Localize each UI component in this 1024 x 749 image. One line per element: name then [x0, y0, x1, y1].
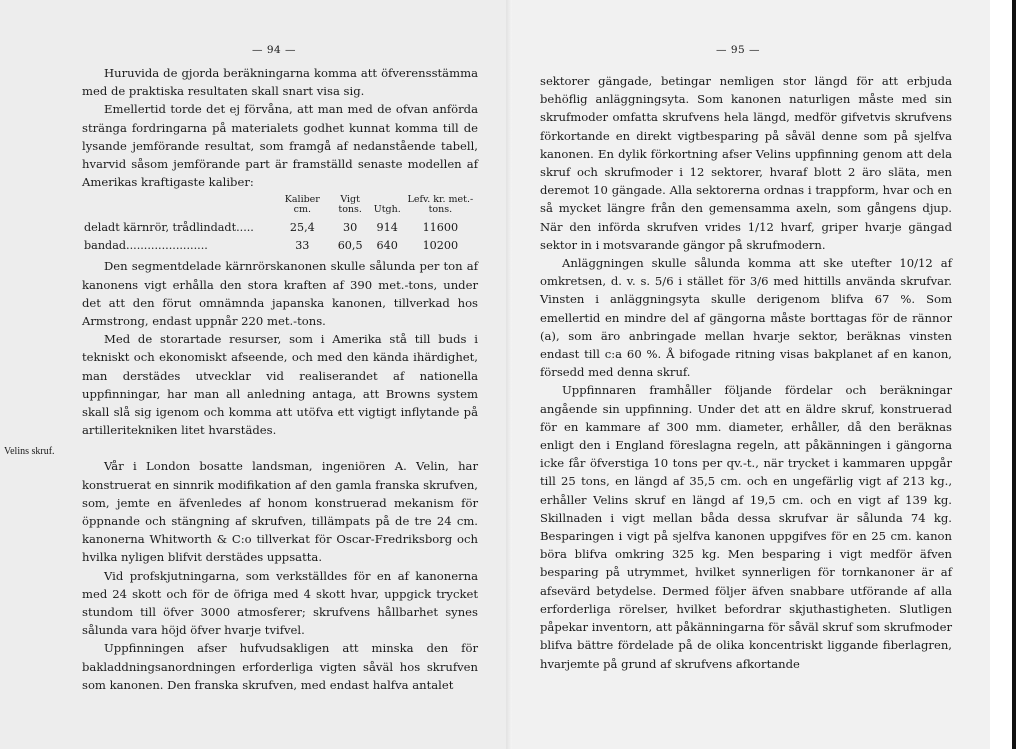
table-header-cell: Vigt tons.: [338, 194, 362, 216]
table-cell: 30: [343, 221, 358, 235]
velin-paragraph-2: Vid profskjutningarna, som verkställdes för en af kanonerna med 24 skott och för de öfriga med 4 skott hvar, uppgick trycket stundom till öfver 3000 atmosferer; skrufvens hållbarhet synes sålunda vara höjd öfver hvarje tvifvel.: [82, 568, 478, 638]
table-header-cell: Utgh.: [373, 204, 401, 216]
comparison-table: [82, 195, 478, 255]
section-spacer: [82, 439, 478, 457]
page-number-right: — 95 —: [716, 44, 761, 56]
right-paragraph-3: Uppfinnaren framhåller följande fördelar och beräkningar angående sin uppfinning. Under det att en äldre skruf, konstruerad för en kammare af 300 mm. diameter, erhåller, då den beräknas enligt den i England föreslagna regeln, att påkänningen i gängorna icke får öfverstiga 10 tons per qv.-t., när trycket i kammaren uppgår till 25 tons, en längd af 35,5 cm. och en ungefärlig vigt af 213 kg., erhåller Velins skruf en längd af 19,5 cm. och en vigt af 139 kg. Skillnaden i vigt mellan båda dessa skrufvar är sålunda 74 kg. Besparingen i vigt på sjelfva kanonen uppgifves för en 25 cm. kanon böra blifva omkring 325 kg. Men besparing i vigt medför äfven besparing på utrymmet, hvilket synnerligen för tornkanoner är af afsevärd betydelse. Dermed följer äfven snabbare utförande af alla erforderliga rörelser, hvilket befordrar skjuthastigheten. Slutligen påpekar inventorn, att påkänningarna för såväl skruf som skrufmoder blifva bättre fördelade på de olika koncentriskt liggande fiberlagren, hvarjemte på grund af skrufvens afkortande: [540, 383, 952, 671]
table-cell: 914: [376, 221, 398, 235]
page-number-left: — 94 —: [252, 44, 297, 56]
table-cell: 33: [295, 239, 310, 253]
intro-paragraph-2: Emellertid torde det ej förvåna, att man med de ofvan anförda stränga fordringarna på materialets godhet kunnat komma till de lysande jemförande resultat, som framgå af nedanstående tabell, hvarvid såsom jemförande part är framställd senaste modellen af Amerikas kraftigaste kaliber:: [82, 102, 478, 190]
table-header-cell: Kaliber cm.: [284, 194, 320, 216]
scan-edge: [990, 0, 1024, 749]
intro-paragraph-1: Huruvida de gjorda beräkningarna komma att öfverensstämma med de praktiska resultaten skall snart visa sig.: [82, 66, 478, 99]
post-table-paragraph-2: Med de storartade resurser, som i Amerika stå till buds i tekniskt och ekonomiskt afseende, och med den kända ihärdighet, man derstädes utvecklar vid realiserandet af nationella uppfinningar, har man all anledning antaga, att Browns system skall slå sig igenom och komma att utöfva ett vigtigt inflytande på artilleritekniken litet hvarstädes.: [82, 332, 478, 438]
right-page: [512, 0, 990, 749]
velin-paragraph-1: Vår i London bosatte landsman, ingeniören A. Velin, har konstruerat en sinnrik modifikation af den gamla franska skrufven, som, jemte en äfvenledes af honom konstruerad mekanism för öppnande och stängning af skrufven, tillämpats på de tre 24 cm. kanonerna Whitworth & C:o tillverkat för Oscar-Fredriksborg och hvilka nyligen blifvit derstädes uppsatta.: [82, 459, 478, 565]
table-cell: bandad.......................: [84, 239, 208, 253]
margin-note: Velins skruf.: [4, 446, 55, 457]
table-cell: 10200: [422, 239, 459, 253]
table-cell: 11600: [422, 221, 459, 235]
table-header-cell: Lefv. kr. met.-tons.: [407, 194, 474, 216]
table-header-row: [82, 195, 478, 219]
table-row: [82, 237, 478, 255]
table-cell: 60,5: [337, 239, 363, 253]
scan-edge-line: [1012, 0, 1016, 749]
table-cell: 640: [376, 239, 398, 253]
left-page-body: [82, 64, 478, 694]
right-page-body: [540, 72, 952, 673]
right-paragraph-2: Anläggningen skulle sålunda komma att ske utefter 10/12 af omkretsen, d. v. s. 5/6 i stället för 3/6 med hittills använda skrufvar. Vinsten i anläggningsyta skulle derigenom blifva 67 %. Som emellertid en mindre del af gängorna måste borttagas för de rännor (a), som äro anbringade mellan hvarje sektor, beräknas vinsten endast till c:a 60 %. Å bifogade ritning visas bakplanet af en kanon, försedd med denna skruf.: [540, 256, 952, 380]
table-row: [82, 219, 478, 237]
table-header-cell: [82, 195, 276, 219]
right-paragraph-1: sektorer gängade, betingar nemligen stor längd för att erbjuda behöflig anläggningsyta. Som kanonen naturligen måste med sin skrufmoder omfatta skrufvens hela längd, medför gifvetvis skrufvens förkortande en direkt vigtbesparing på såväl denne som på sjelfva kanonen. En dylik förkortning afser Velins uppfinning genom att dela skruf och skrufmoder i 12 sektorer, hvaraf blott 2 äro släta, men deremot 10 gängade. Alla sektorerna ordnas i trappform, hvar och en så mycket längre från den gemensamma axeln, som gångens djup. När den införda skrufven vrides 1/12 hvarf, griper hvarje gängad sektor in i motsvarande gängor på skrufmodern.: [540, 74, 952, 252]
table-cell: 25,4: [289, 221, 315, 235]
table-cell: deladt kärnrör, trådlindadt.....: [84, 221, 254, 235]
velin-paragraph-3: Uppfinningen afser hufvudsakligen att minska den för bakladdningsanordningen erforderliga vigten såväl hos skrufven som kanonen. Den franska skrufven, med endast halfva antalet: [82, 641, 478, 692]
post-table-paragraph-1: Den segmentdelade kärnrörskanonen skulle sålunda per ton af kanonens vigt erhålla den stora kraften af 390 met.-tons, under det att den förut omnämnda japanska kanonen, tillverkad hos Armstrong, endast uppnår 220 met.-tons.: [82, 259, 478, 329]
